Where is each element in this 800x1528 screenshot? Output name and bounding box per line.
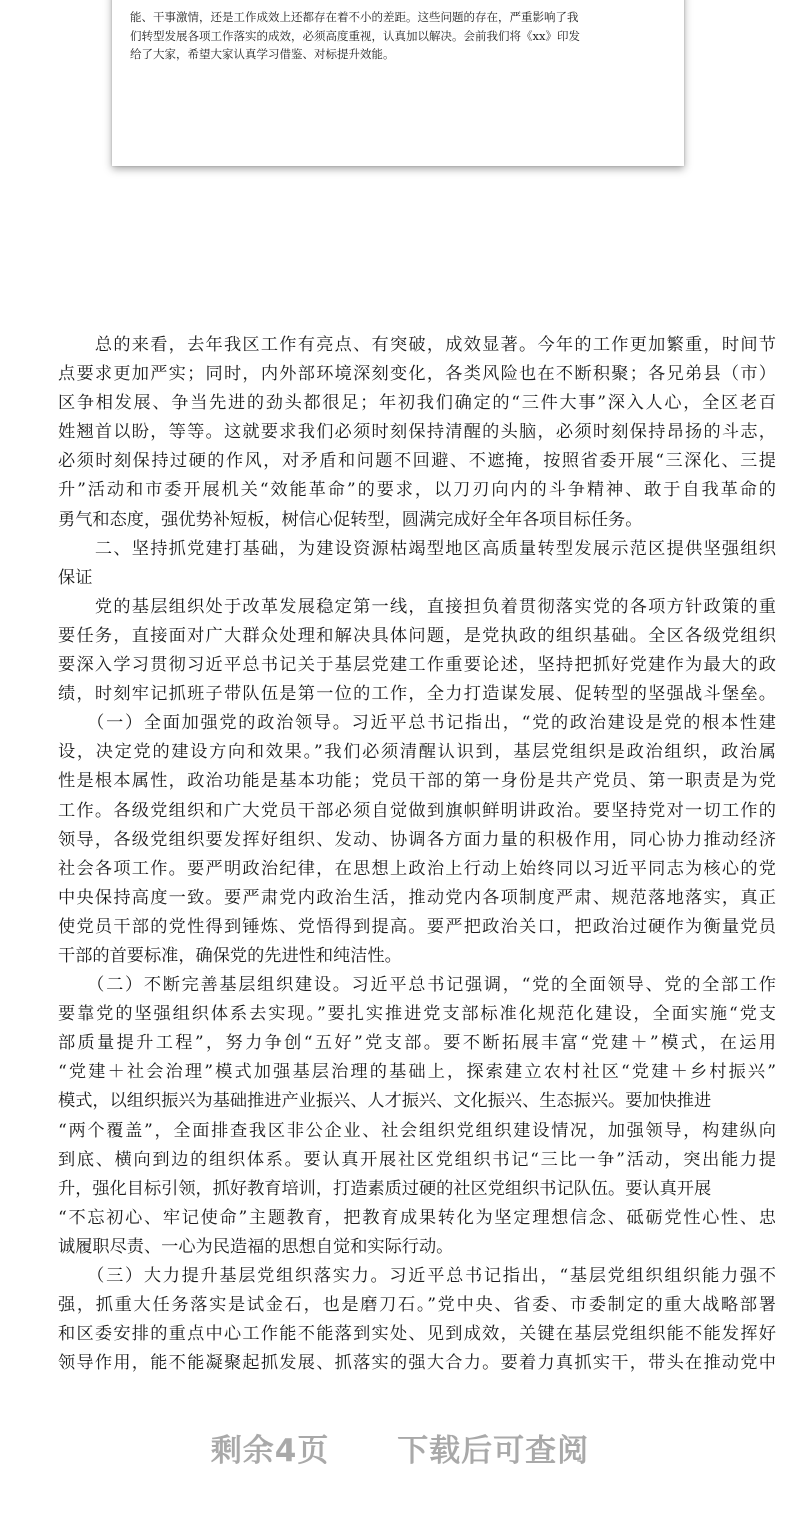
text-line: 勇气和态度，强优势补短板，树信心促转型，圆满完成好全年各项目标任务。 [58,509,643,530]
text-line: 要任务，直接面对广大群众处理和解决具体问题，是党执政的组织基础。全区各级党组织 [58,625,776,646]
text-line: “党建＋社会治理”模式加强基层治理的基础上，探索建立农村社区“党建＋乡村振兴” [58,1062,776,1083]
text-line: 社会各项工作。要严明政治纪律，在思想上政治上行动上始终同以习近平同志为核心的党 [58,858,776,879]
text-line: 性是根本属性，政治功能是基本功能；党员干部的第一身份是共产党员、第一职责是为党 [58,771,776,792]
text-line: 姓翘首以盼，等等。这就要求我们必须时刻保持清醒的头脑，必须时刻保持昂扬的斗志， [58,422,776,443]
text-line: 总的来看，去年我区工作有亮点、有突破，成效显著。今年的工作更加繁重，时间节 [58,335,776,355]
text-line: （一）全面加强党的政治领导。习近平总书记指出，“党的政治建设是党的根本性建 [58,713,776,734]
text-line: 领导，各级党组织要发挥好组织、发动、协调各方面力量的积极作用，同心协力推动经济 [58,829,776,850]
remaining-pages-banner[interactable] [0,1425,800,1470]
text-line: 党的基层组织处于改革发展稳定第一线，直接担负着贯彻落实党的各项方针政策的重 [58,596,776,617]
text-line: 工作。各级党组织和广大党员干部必须自觉做到旗帜鲜明讲政治。要坚持党对一切工作的 [58,800,776,821]
text-line: 使党员干部的党性得到锤炼、党悟得到提高。要严把政治关口，把政治过硬作为衡量党员 [58,916,776,937]
previous-page-text [130,8,654,64]
text-line: 和区委安排的重点中心工作能不能落到实处、见到成效，关键在基层党组织能不能发挥好 [58,1324,776,1345]
text-line: 到底、横向到边的组织体系。要认真开展社区党组织书记“三比一争”活动，突出能力提 [58,1149,776,1170]
text-line: 必须时刻保持过硬的作风，对矛盾和问题不回避、不遮掩，按照省委开展“三深化、三提 [58,451,776,472]
text-line: 领导作用，能不能凝聚起抓发展、抓落实的强大合力。要着力真抓实干，带头在推动党中 [58,1353,776,1374]
text-line: “两个覆盖”，全面排查我区非公企业、社会组织党组织建设情况，加强领导，构建纵向 [58,1120,776,1141]
text-line: 设，决定党的建设方向和效果。”我们必须清醒认识到，基层党组织是政治组织，政治属 [58,742,776,763]
text-line: 区争相发展、争当先进的劲头都很足；年初我们确定的“三件大事”深入人心，全区老百 [58,393,776,414]
text-line: “不忘初心、牢记使命”主题教育，把教育成果转化为坚定理想信念、砥砺党性心性、忠 [58,1207,776,1228]
preview-line: 们转型发展各项工作落实的成效，必须高度重视，认真加以解决。会前我们将《xx》印发 [130,28,580,43]
text-line: 强，抓重大任务落实是试金石，也是磨刀石。”党中央、省委、市委制定的重大战略部署 [58,1295,776,1316]
text-line: 部质量提升工程”，努力争创“五好”党支部。要不断拓展丰富“党建＋”模式，在运用 [58,1033,776,1054]
document-body [58,331,776,1378]
text-line: 干部的首要标准，确保党的先进性和纯洁性。 [58,945,402,966]
text-line: 点要求更加严实；同时，内外部环境深刻变化，各类风险也在不断积聚；各兄弟县（市） [58,364,776,385]
previous-page-preview [112,0,684,166]
text-line: 诚履职尽责、一心为民造福的思想自觉和实际行动。 [58,1236,454,1257]
text-line: 二、坚持抓党建打基础，为建设资源枯竭型地区高质量转型发展示范区提供坚强组织 [58,538,776,559]
text-line: 绩，时刻牢记抓班子带队伍是第一位的工作，全力打造谋发展、促转型的坚强战斗堡垒。 [58,684,776,705]
text-line: 升”活动和市委开展机关“效能革命”的要求，以刀刃向内的斗争精神、敢于自我革命的 [58,480,776,501]
text-line: 要深入学习贯彻习近平总书记关于基层党建工作重要论述，坚持把抓好党建作为最大的政 [58,655,776,676]
preview-line: 能、干事激情，还是工作成效上还都存在着不小的差距。这些问题的存在，严重影响了我 [130,10,579,24]
text-line: （二）不断完善基层组织建设。习近平总书记强调，“党的全面领导、党的全部工作 [58,975,776,996]
text-line: 保证 [58,567,93,588]
download-hint-label: 下载后可查阅 [397,1433,590,1469]
text-line: 要靠党的坚强组织体系去实现。”要扎实推进党支部标准化规范化建设，全面实施“党支 [58,1004,776,1025]
text-line: 升，强化目标引领，抓好教育培训，打造素质过硬的社区党组织书记队伍。要认真开展 [58,1178,712,1199]
text-line: （三）大力提升基层党组织落实力。习近平总书记指出，“基层党组织组织能力强不 [58,1266,776,1286]
preview-line: 给了大家，希望大家认真学习借鉴、对标提升效能。 [130,47,395,61]
remaining-pages-label: 剩余4页 [210,1433,330,1469]
text-line: 中央保持高度一致。要严肃党内政治生活，推动党内各项制度严肃、规范落地落实，真正 [58,887,776,908]
text-line: 模式，以组织振兴为基础推进产业振兴、人才振兴、文化振兴、生态振兴。要加快推进 [58,1091,712,1112]
